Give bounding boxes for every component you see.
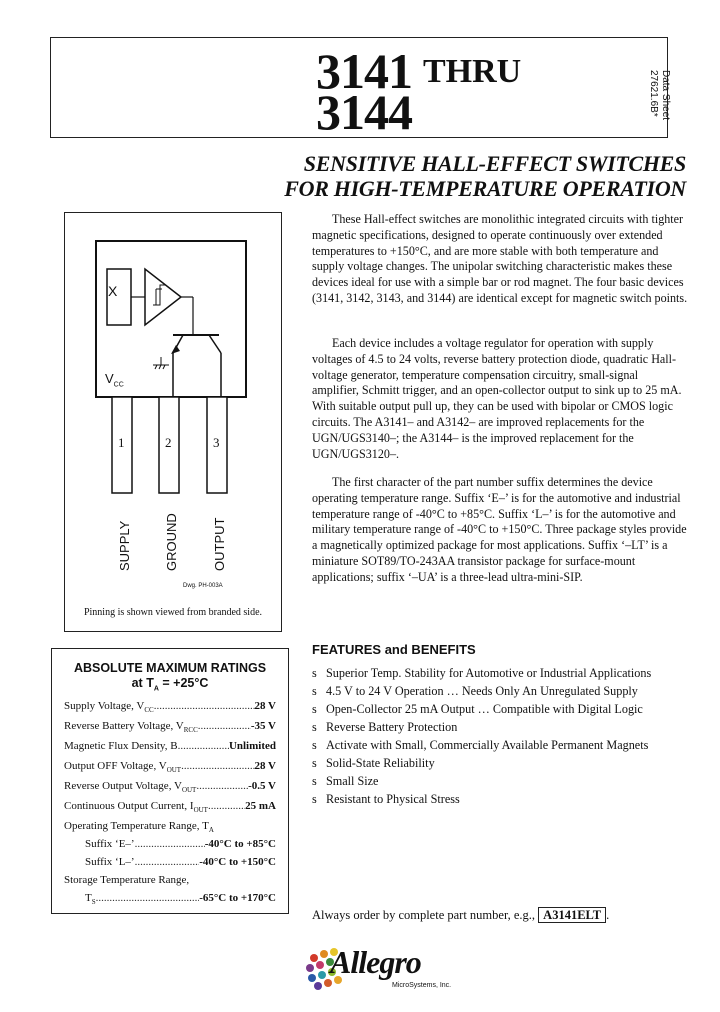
feature-item: s Superior Temp. Stability for Automotive or Industrial Applications: [312, 666, 652, 680]
suffix-e-row: Suffix ‘E–’ ..... -40°C to +85°C: [85, 837, 276, 851]
feature-item: s Small Size: [312, 774, 379, 788]
rating-row: Continuous Output Current, $I_{OUT}$ ..... 25 mA: [64, 799, 276, 817]
example-part-number: A3141ELT: [538, 907, 606, 923]
intro-paragraph-3: The first character of the part number suffix determines the device operating temperature range. Suffix ‘E–’ is for the automotive and industrial temperature range of -40°C to +85°C. Suffix ‘L–’ is for the automotive and military temperature range of -40°C to +150°C. Three package styles provide a magnetically optimized package for most applications. Suffix ‘–LT’ is a miniature SOT89/TO-243AA transistor package for surface-mount applications; suffix ‘–UA’ is a three-lead ultra-mini-SIP.: [312, 475, 687, 584]
logo-wordmark: Allegro: [330, 944, 421, 980]
data-sheet-number: 27621.6B*: [648, 70, 659, 117]
feature-item: s Reverse Battery Protection: [312, 720, 458, 734]
intro-paragraph-1: These Hall-effect switches are monolithic integrated circuits with tighter magnetic specifications, designed to operate continuously over extended temperatures to +150°C, and are more stable with both temperature and supply voltage changes. The unipolar switching characteristic makes these devices ideal for use with a simple bar or rod magnet. The four basic devices (3141, 3142, 3143, and 3144) are identical except for magnetic switch points.: [312, 212, 688, 305]
ratings-box: [51, 648, 289, 914]
subtitle-line2: FOR HIGH-TEMPERATURE OPERATION: [284, 176, 686, 201]
drawing-number: Dwg. PH-003A: [183, 583, 223, 589]
ratings-title: ABSOLUTE MAXIMUM RATINGS: [73, 661, 267, 675]
feature-item: s Resistant to Physical Stress: [312, 792, 460, 806]
feature-item: s Activate with Small, Commercially Available Permanent Magnets: [312, 738, 649, 752]
amplifier-triangle: [145, 269, 181, 325]
features-title: FEATURES and BENEFITS: [312, 642, 476, 657]
pin-name-output: OUTPUT: [212, 517, 227, 571]
rating-row: Reverse Battery Voltage, $V_{RCC}$ ..... -35 V: [64, 719, 276, 737]
data-sheet-label: [647, 70, 671, 121]
part-number-first: 3141: [316, 43, 412, 99]
intro-paragraph-2: Each device includes a voltage regulator for operation with supply voltages of 4.5 to 24 volts, reverse battery protection diode, quadratic Hall-voltage generator, temperature compensation circuitry, small-signal amplifier, Schmitt trigger, and an open-collector output to sink up to 25 mA. With suitable output pull up, they can be used with bipolar or CMOS logic circuits. The A3141– and A3142– are improved replacements for the UGN/UGS3140–; the A3144– is the improved replacement for the UGN/UGS3120–.: [312, 336, 682, 461]
op-temp-label: Operating Temperature Range, $T_A$: [64, 820, 214, 835]
pin-name-ground: GROUND: [164, 513, 179, 571]
storage-temp-label: Storage Temperature Range,: [64, 874, 190, 886]
ratings-subtitle: at $T_A = +25^\circ C$: [131, 676, 209, 693]
pin-number-2: 2: [165, 435, 172, 450]
suffix-l-row: Suffix ‘L–’ ..... -40°C to +150°C: [85, 855, 276, 869]
rating-row: Magnetic Flux Density, B ..... Unlimited: [64, 739, 276, 757]
vcc-label: $V_{CC}$: [105, 371, 124, 389]
feature-item: s 4.5 V to 24 V Operation … Needs Only An Unregulated Supply: [312, 684, 638, 698]
collector-line: [209, 335, 221, 353]
ts-row: $T_S$ ..... -65°C to +170°C: [85, 891, 276, 909]
pinning-note: Pinning is shown viewed from branded side.: [83, 607, 263, 618]
feature-item: s Solid-State Reliability: [312, 756, 435, 770]
pinout-diagram: [64, 212, 282, 632]
schmitt-symbol: [153, 285, 166, 305]
subtitle-line1: SENSITIVE HALL-EFFECT SWITCHES: [303, 151, 686, 176]
data-sheet-text: Data Sheet: [660, 70, 671, 121]
pin-number-3: 3: [213, 435, 220, 450]
ground-symbol: [153, 357, 169, 369]
title-box: [50, 37, 668, 138]
rating-row: Output OFF Voltage, $V_{OUT}$ ..... 28 V: [64, 759, 276, 777]
feature-item: s Open-Collector 25 mA Output … Compatible with Digital Logic: [312, 702, 643, 716]
logo-tagline: MicroSystems, Inc.: [392, 982, 452, 989]
x-label: X: [108, 283, 118, 299]
pin-number-1: 1: [118, 435, 125, 450]
thru-label: THRU: [423, 53, 522, 90]
part-number-last: 3144: [316, 84, 412, 140]
rating-row: Supply Voltage, $V_{CC}$ ..... 28 V: [64, 699, 276, 717]
rating-row: Reverse Output Voltage, $V_{OUT}$ ..... -0.5 V: [64, 779, 276, 797]
order-note: Always order by complete part number, e.g., A3141ELT .: [312, 908, 610, 922]
emitter-arrow: [171, 345, 180, 354]
allegro-logo: [300, 940, 470, 1000]
pin-name-supply: SUPPLY: [117, 520, 132, 571]
